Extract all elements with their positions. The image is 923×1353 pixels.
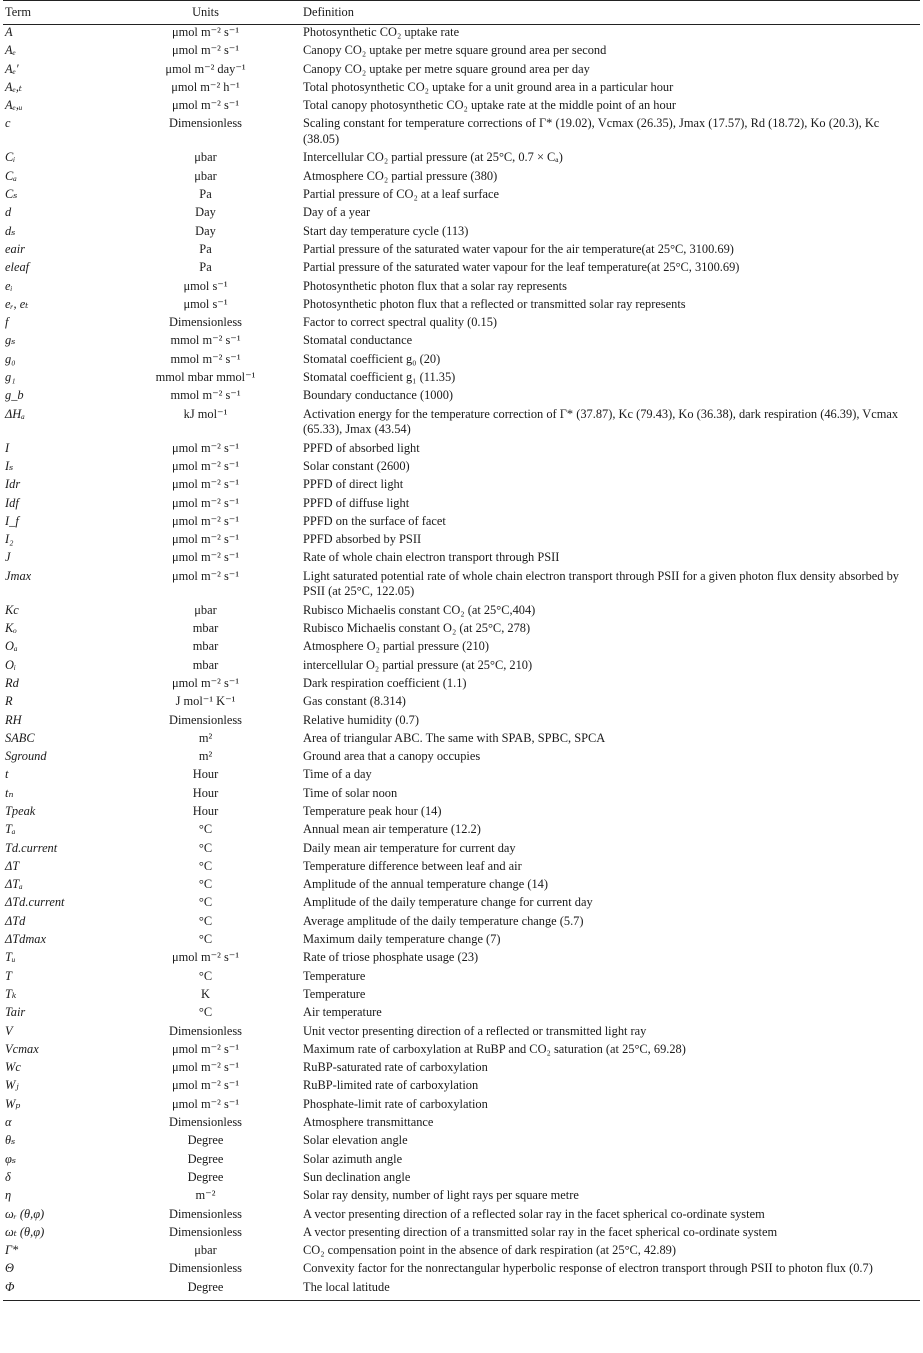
term-cell: R bbox=[5, 694, 13, 709]
definition-cell: Temperature peak hour (14) bbox=[303, 803, 442, 818]
table-row bbox=[3, 1042, 920, 1060]
definition-cell: Total photosynthetic CO₂ uptake for a unit ground area in a particular hour bbox=[303, 79, 674, 94]
definition-cell: Rubisco Michaelis constant O₂ (at 25°C, 278) bbox=[303, 621, 531, 636]
units-cell: μmol m⁻² s⁻¹ bbox=[171, 513, 240, 528]
table-row bbox=[3, 1133, 920, 1151]
table-row bbox=[3, 1060, 920, 1078]
definition-cell: Convexity factor for the nonrectangular hyperbolic response of electron transport through PSII to photon flux (0.7) bbox=[303, 1261, 873, 1276]
table-row bbox=[3, 532, 920, 550]
term-cell: I_f bbox=[5, 513, 19, 528]
definition-cell: Photosynthetic photon flux that a solar ray represents bbox=[303, 278, 567, 293]
table-row bbox=[3, 1097, 920, 1115]
term-cell: ΔHₐ bbox=[5, 406, 25, 421]
term-cell: Oₐ bbox=[5, 639, 18, 654]
term-cell: ΔTd bbox=[5, 913, 26, 928]
table-row bbox=[3, 1280, 920, 1301]
units-cell: Hour bbox=[192, 803, 219, 818]
header-definition: Definition bbox=[301, 1, 920, 25]
definition-cell: Solar elevation angle bbox=[303, 1133, 408, 1148]
term-cell: ΔTd.current bbox=[5, 895, 65, 910]
term-cell: V bbox=[5, 1023, 13, 1038]
table-row bbox=[3, 877, 920, 895]
header-term: Term bbox=[3, 1, 110, 25]
definition-cell: Atmosphere O₂ partial pressure (210) bbox=[303, 639, 489, 654]
table-row bbox=[3, 459, 920, 477]
definition-cell: Solar ray density, number of light rays per square metre bbox=[303, 1188, 579, 1203]
term-cell: T bbox=[5, 968, 12, 983]
table-row bbox=[3, 43, 920, 61]
definition-cell: Atmosphere transmittance bbox=[303, 1115, 434, 1130]
term-cell: g₀ bbox=[5, 351, 16, 366]
definition-cell: Photosynthetic photon flux that a reflected or transmitted solar ray represents bbox=[303, 296, 686, 311]
term-cell: Aₑ′ bbox=[5, 61, 19, 76]
table-row bbox=[3, 859, 920, 877]
term-cell: Rd bbox=[5, 675, 19, 690]
term-cell: ΔTdmax bbox=[5, 932, 47, 947]
definition-cell: A vector presenting direction of a reflected solar ray in the facet spherical co-ordinate system bbox=[303, 1206, 765, 1221]
term-cell: J bbox=[5, 550, 11, 565]
table-row bbox=[3, 1261, 920, 1280]
units-cell: kJ mol⁻¹ bbox=[183, 406, 228, 421]
units-cell: mmol m⁻² s⁻¹ bbox=[170, 388, 241, 403]
term-cell: ΔT bbox=[5, 858, 20, 873]
definition-cell: Light saturated potential rate of whole chain electron transport through PSII for a given photon flux density absorbed by PSII (at 25°C, 122.05) bbox=[303, 568, 899, 599]
units-cell: Dimensionless bbox=[169, 315, 242, 330]
units-cell: Degree bbox=[110, 1280, 301, 1301]
term-cell: Idf bbox=[5, 495, 19, 510]
table-row bbox=[3, 841, 920, 859]
table-row bbox=[3, 1170, 920, 1188]
term-cell: Kₒ bbox=[5, 621, 17, 636]
definition-cell: Gas constant (8.314) bbox=[303, 694, 406, 709]
term-cell: A bbox=[5, 25, 13, 39]
definition-cell: Day of a year bbox=[303, 205, 371, 220]
units-cell: μmol m⁻² s⁻¹ bbox=[171, 43, 240, 58]
term-cell: Aₑ,ₜ bbox=[5, 79, 22, 94]
term-cell: Iₛ bbox=[5, 458, 14, 473]
units-cell: °C bbox=[198, 913, 213, 928]
units-cell: μbar bbox=[194, 150, 217, 165]
table-row bbox=[3, 224, 920, 242]
units-cell: °C bbox=[198, 877, 213, 892]
term-cell: Wc bbox=[5, 1060, 21, 1075]
definition-cell: Boundary conductance (1000) bbox=[303, 388, 454, 403]
definition-cell: A vector presenting direction of a transmitted solar ray in the facet spherical co-ordinate system bbox=[303, 1224, 778, 1239]
definition-cell: Solar constant (2600) bbox=[303, 458, 410, 473]
table-row bbox=[3, 895, 920, 913]
units-cell: Dimensionless bbox=[169, 1115, 242, 1130]
table-row bbox=[3, 1078, 920, 1096]
definition-cell: Temperature bbox=[303, 968, 366, 983]
definition-cell: PPFD of absorbed light bbox=[303, 440, 420, 455]
term-cell: Γ* bbox=[5, 1243, 19, 1258]
term-cell: ωᵣ (θ,φ) bbox=[5, 1206, 45, 1221]
term-cell: I bbox=[5, 440, 10, 455]
table-row bbox=[3, 242, 920, 260]
table-row bbox=[3, 370, 920, 388]
definition-cell: intercellular O₂ partial pressure (at 25°C, 210) bbox=[303, 657, 533, 672]
nomenclature-table bbox=[3, 0, 920, 1301]
table-row bbox=[3, 786, 920, 804]
units-cell: μmol m⁻² s⁻¹ bbox=[171, 495, 240, 510]
units-cell: μmol m⁻² s⁻¹ bbox=[171, 1096, 240, 1111]
table-row bbox=[3, 1152, 920, 1170]
table-row bbox=[3, 676, 920, 694]
units-cell: °C bbox=[198, 1005, 213, 1020]
table-row bbox=[3, 658, 920, 676]
table-row bbox=[3, 25, 920, 44]
term-cell: δ bbox=[5, 1169, 11, 1184]
definition-cell: Total canopy photosynthetic CO₂ uptake rate at the middle point of an hour bbox=[303, 98, 677, 113]
term-cell: α bbox=[5, 1115, 12, 1130]
definition-cell: Time of solar noon bbox=[303, 785, 398, 800]
definition-cell: Stomatal coefficient g₀ (20) bbox=[303, 351, 441, 366]
table-row bbox=[3, 804, 920, 822]
table-row bbox=[3, 352, 920, 370]
definition-cell: Partial pressure of the saturated water vapour for the leaf temperature(at 25°C, 3100.69) bbox=[303, 260, 740, 275]
table-row bbox=[3, 1005, 920, 1023]
definition-cell: Factor to correct spectral quality (0.15) bbox=[303, 315, 498, 330]
table-row bbox=[3, 98, 920, 116]
table-row bbox=[3, 621, 920, 639]
term-cell: eleaf bbox=[5, 260, 30, 275]
table-row bbox=[3, 260, 920, 278]
term-cell: Cₐ bbox=[5, 168, 17, 183]
table-row bbox=[3, 569, 920, 603]
units-cell: μmol m⁻² s⁻¹ bbox=[171, 440, 240, 455]
table-row bbox=[3, 932, 920, 950]
table-row bbox=[3, 333, 920, 351]
definition-cell: Area of triangular ABC. The same with SPAB, SPBC, SPCA bbox=[303, 730, 606, 745]
units-cell: Pa bbox=[199, 241, 212, 256]
units-cell: °C bbox=[198, 932, 213, 947]
table-row bbox=[3, 62, 920, 80]
units-cell: Degree bbox=[187, 1151, 224, 1166]
term-cell: Tₐ bbox=[5, 822, 16, 837]
definition-cell: Atmosphere CO₂ partial pressure (380) bbox=[303, 168, 498, 183]
definition-cell: Canopy CO₂ uptake per metre square ground area per day bbox=[303, 61, 590, 76]
table-row bbox=[3, 205, 920, 223]
term-cell: eᵣ, eₜ bbox=[5, 296, 29, 311]
definition-cell: Canopy CO₂ uptake per metre square ground area per second bbox=[303, 43, 607, 58]
definition-cell: Start day temperature cycle (113) bbox=[303, 223, 469, 238]
units-cell: Pa bbox=[199, 187, 212, 202]
definition-cell: Partial pressure of CO₂ at a leaf surface bbox=[303, 187, 499, 202]
term-cell: Sground bbox=[5, 749, 47, 764]
table-row bbox=[3, 767, 920, 785]
definition-cell: Sun declination angle bbox=[303, 1169, 411, 1184]
table-row bbox=[3, 694, 920, 712]
table-row bbox=[3, 914, 920, 932]
term-cell: RH bbox=[5, 712, 22, 727]
term-cell: Aₑ,ᵤ bbox=[5, 98, 23, 113]
term-cell: ωₜ (θ,φ) bbox=[5, 1224, 45, 1239]
table-row bbox=[3, 150, 920, 168]
units-cell: m⁻² bbox=[195, 1188, 216, 1203]
definition-cell: Partial pressure of the saturated water vapour for the air temperature(at 25°C, 3100.69) bbox=[303, 241, 734, 256]
table-row bbox=[3, 713, 920, 731]
definition-cell: Rate of triose phosphate usage (23) bbox=[303, 950, 479, 965]
term-cell: Oᵢ bbox=[5, 657, 16, 672]
units-cell: m² bbox=[198, 749, 213, 764]
term-cell: Tₖ bbox=[5, 986, 17, 1001]
table-body bbox=[3, 25, 920, 1301]
term-cell: Idr bbox=[5, 477, 21, 492]
term-cell: Aₑ bbox=[5, 43, 16, 58]
units-cell: mmol m⁻² s⁻¹ bbox=[170, 333, 241, 348]
table-row bbox=[3, 514, 920, 532]
definition-cell: Time of a day bbox=[303, 767, 372, 782]
table-row bbox=[3, 477, 920, 495]
units-cell: °C bbox=[198, 840, 213, 855]
units-cell: °C bbox=[198, 822, 213, 837]
units-cell: mbar bbox=[192, 621, 219, 636]
definition-cell: Ground area that a canopy occupies bbox=[303, 749, 481, 764]
definition-cell: Unit vector presenting direction of a reflected or transmitted light ray bbox=[303, 1023, 647, 1038]
table-row bbox=[3, 1243, 920, 1261]
units-cell: μmol m⁻² s⁻¹ bbox=[171, 25, 240, 39]
definition-cell: The local latitude bbox=[301, 1280, 920, 1301]
term-cell: Tair bbox=[5, 1005, 26, 1020]
term-cell: tₙ bbox=[5, 785, 14, 800]
units-cell: μmol m⁻² day⁻¹ bbox=[165, 61, 246, 76]
units-cell: mbar bbox=[192, 657, 219, 672]
term-cell: Tᵤ bbox=[5, 950, 16, 965]
definition-cell: Maximum daily temperature change (7) bbox=[303, 932, 501, 947]
table-row bbox=[3, 388, 920, 406]
definition-cell: PPFD absorbed by PSII bbox=[303, 532, 422, 547]
units-cell: Dimensionless bbox=[169, 116, 242, 131]
definition-cell: Solar azimuth angle bbox=[303, 1151, 403, 1166]
definition-cell: Activation energy for the temperature correction of Γ* (37.87), Kc (79.43), Ko (36.38), dark respiration (46.39), Vcmax (65.33), Jmax (43.54) bbox=[303, 406, 899, 437]
units-cell: Dimensionless bbox=[169, 712, 242, 727]
table-row bbox=[3, 1188, 920, 1206]
table-row bbox=[3, 969, 920, 987]
term-cell: φₛ bbox=[5, 1151, 17, 1166]
units-cell: μmol s⁻¹ bbox=[183, 296, 228, 311]
term-cell: dₛ bbox=[5, 223, 16, 238]
units-cell: Hour bbox=[192, 785, 219, 800]
term-cell: c bbox=[5, 116, 11, 131]
definition-cell: Amplitude of the daily temperature change for current day bbox=[303, 895, 593, 910]
definition-cell: RuBP-limited rate of carboxylation bbox=[303, 1078, 479, 1093]
table-row bbox=[3, 1024, 920, 1042]
units-cell: °C bbox=[198, 968, 213, 983]
term-cell: Cᵢ bbox=[5, 150, 16, 165]
definition-cell: Intercellular CO₂ partial pressure (at 25°C, 0.7 × Cₐ) bbox=[303, 150, 563, 165]
term-cell: Jmax bbox=[5, 568, 32, 583]
units-cell: Dimensionless bbox=[169, 1261, 242, 1276]
definition-cell: CO₂ compensation point in the absence of dark respiration (at 25°C, 42.89) bbox=[303, 1243, 676, 1258]
term-cell: Θ bbox=[5, 1261, 14, 1276]
term-cell: f bbox=[5, 315, 9, 330]
definition-cell: PPFD of diffuse light bbox=[303, 495, 410, 510]
units-cell: °C bbox=[198, 895, 213, 910]
units-cell: μmol m⁻² s⁻¹ bbox=[171, 1041, 240, 1056]
table-row bbox=[3, 169, 920, 187]
units-cell: Hour bbox=[192, 767, 219, 782]
table-row bbox=[3, 187, 920, 205]
term-cell: gₛ bbox=[5, 333, 16, 348]
table-row bbox=[3, 1225, 920, 1243]
definition-cell: Maximum rate of carboxylation at RuBP and CO₂ saturation (at 25°C, 69.28) bbox=[303, 1041, 686, 1056]
definition-cell: Temperature difference between leaf and air bbox=[303, 858, 522, 873]
table-row bbox=[3, 1115, 920, 1133]
term-cell: SABC bbox=[5, 730, 35, 745]
table-row bbox=[3, 80, 920, 98]
units-cell: Day bbox=[195, 205, 216, 220]
units-cell: Pa bbox=[199, 260, 212, 275]
table-row bbox=[3, 116, 920, 150]
definition-cell: Photosynthetic CO₂ uptake rate bbox=[303, 25, 460, 39]
units-cell: Dimensionless bbox=[169, 1206, 242, 1221]
units-cell: Dimensionless bbox=[169, 1023, 242, 1038]
units-cell: mmol mbar mmol⁻¹ bbox=[155, 370, 256, 385]
term-cell: Cₛ bbox=[5, 187, 18, 202]
definition-cell: Scaling constant for temperature corrections of Γ* (19.02), Vcmax (26.35), Jmax (17.57), Rd (18.72), Ko (20.3), Kc (38.05) bbox=[303, 116, 880, 146]
definition-cell: Temperature bbox=[303, 986, 366, 1001]
definition-cell: Annual mean air temperature (12.2) bbox=[303, 822, 481, 837]
term-cell: η bbox=[5, 1188, 12, 1203]
units-cell: μmol m⁻² h⁻¹ bbox=[171, 79, 240, 94]
table-row bbox=[3, 407, 920, 441]
term-cell: Vcmax bbox=[5, 1041, 39, 1056]
table-row bbox=[3, 731, 920, 749]
units-cell: μmol m⁻² s⁻¹ bbox=[171, 532, 240, 547]
definition-cell: Stomatal coefficient g₁ (11.35) bbox=[303, 370, 456, 385]
table-row bbox=[3, 822, 920, 840]
definition-cell: PPFD on the surface of facet bbox=[303, 513, 446, 528]
term-cell: eair bbox=[5, 241, 25, 256]
table-row bbox=[3, 749, 920, 767]
units-cell: μmol m⁻² s⁻¹ bbox=[171, 1060, 240, 1075]
definition-cell: RuBP-saturated rate of carboxylation bbox=[303, 1060, 488, 1075]
units-cell: mbar bbox=[192, 639, 219, 654]
definition-cell: Air temperature bbox=[303, 1005, 382, 1020]
units-cell: μbar bbox=[194, 168, 217, 183]
term-cell: Wⱼ bbox=[5, 1078, 19, 1093]
units-cell: μmol m⁻² s⁻¹ bbox=[171, 477, 240, 492]
units-cell: mmol m⁻² s⁻¹ bbox=[170, 351, 241, 366]
term-cell: I₂ bbox=[5, 532, 14, 547]
definition-cell: Rate of whole chain electron transport through PSII bbox=[303, 550, 560, 565]
units-cell: K bbox=[201, 986, 210, 1001]
table-header-row bbox=[3, 1, 920, 25]
definition-cell: Relative humidity (0.7) bbox=[303, 712, 419, 727]
term-cell: θₛ bbox=[5, 1133, 16, 1148]
table-row bbox=[3, 315, 920, 333]
table-row bbox=[3, 603, 920, 621]
units-cell: m² bbox=[198, 730, 213, 745]
units-cell: μmol s⁻¹ bbox=[183, 278, 228, 293]
table-row bbox=[3, 987, 920, 1005]
definition-cell: Dark respiration coefficient (1.1) bbox=[303, 675, 467, 690]
term-cell: d bbox=[5, 205, 12, 220]
table-row bbox=[3, 1207, 920, 1225]
units-cell: μmol m⁻² s⁻¹ bbox=[171, 675, 240, 690]
units-cell: μmol m⁻² s⁻¹ bbox=[171, 550, 240, 565]
header-units: Units bbox=[110, 1, 301, 25]
term-cell: g_b bbox=[5, 388, 24, 403]
units-cell: °C bbox=[198, 858, 213, 873]
units-cell: μmol m⁻² s⁻¹ bbox=[171, 98, 240, 113]
term-cell: eᵢ bbox=[5, 278, 13, 293]
table-row bbox=[3, 550, 920, 568]
term-cell: Wₚ bbox=[5, 1096, 21, 1111]
units-cell: μmol m⁻² s⁻¹ bbox=[171, 458, 240, 473]
table-row bbox=[3, 297, 920, 315]
term-cell: Φ bbox=[3, 1280, 110, 1301]
definition-cell: Phosphate-limit rate of carboxylation bbox=[303, 1096, 488, 1111]
definition-cell: Rubisco Michaelis constant CO₂ (at 25°C,404) bbox=[303, 602, 536, 617]
units-cell: J mol⁻¹ K⁻¹ bbox=[175, 694, 236, 709]
term-cell: g₁ bbox=[5, 370, 16, 385]
units-cell: μmol m⁻² s⁻¹ bbox=[171, 950, 240, 965]
table-row bbox=[3, 441, 920, 459]
units-cell: Degree bbox=[187, 1169, 224, 1184]
term-cell: ΔTₐ bbox=[5, 877, 23, 892]
table-row bbox=[3, 279, 920, 297]
term-cell: Tpeak bbox=[5, 803, 36, 818]
definition-cell: Amplitude of the annual temperature change (14) bbox=[303, 877, 548, 892]
definition-cell: Stomatal conductance bbox=[303, 333, 413, 348]
units-cell: Day bbox=[195, 223, 216, 238]
table-row bbox=[3, 639, 920, 657]
term-cell: t bbox=[5, 767, 9, 782]
table-row bbox=[3, 950, 920, 968]
definition-cell: Daily mean air temperature for current day bbox=[303, 840, 516, 855]
units-cell: Dimensionless bbox=[169, 1224, 242, 1239]
units-cell: μbar bbox=[194, 602, 217, 617]
definition-cell: Average amplitude of the daily temperature change (5.7) bbox=[303, 913, 584, 928]
units-cell: μbar bbox=[194, 1243, 217, 1258]
units-cell: μmol m⁻² s⁻¹ bbox=[171, 1078, 240, 1093]
units-cell: Degree bbox=[187, 1133, 224, 1148]
term-cell: Kc bbox=[5, 602, 19, 617]
units-cell: μmol m⁻² s⁻¹ bbox=[171, 568, 240, 583]
table-row bbox=[3, 496, 920, 514]
definition-cell: PPFD of direct light bbox=[303, 477, 404, 492]
term-cell: Td.current bbox=[5, 840, 58, 855]
